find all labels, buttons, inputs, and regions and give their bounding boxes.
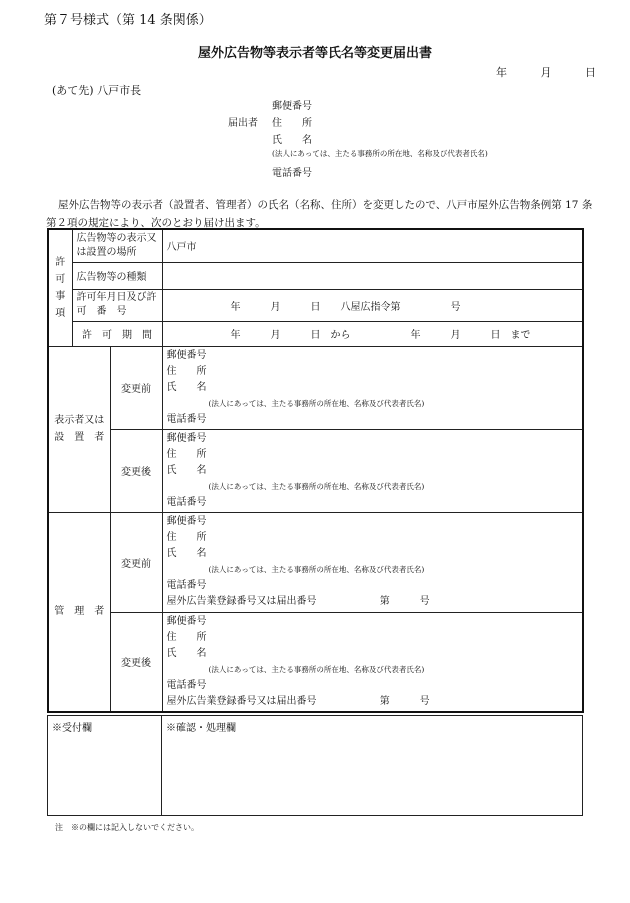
postal-label: 郵便番号	[166, 516, 207, 527]
date-month: 月	[540, 66, 552, 79]
corp-note: (法人にあっては、主たる事務所の所在地、名称及び代表者氏名)	[208, 664, 425, 674]
processing-field: ※確認・処理欄	[162, 716, 583, 816]
name-label: 氏 名	[166, 548, 207, 559]
applicant-postal-label: 郵便番号	[272, 101, 312, 112]
manager-before-field[interactable]	[162, 512, 583, 612]
name-label: 氏 名	[166, 647, 207, 659]
address-label: 住 所	[166, 631, 207, 643]
registration-line	[167, 694, 579, 710]
phone-label: 電話番号	[166, 580, 207, 591]
date-day: 日	[585, 66, 596, 79]
receipt-field: ※受付欄	[48, 716, 162, 816]
reception-table	[47, 715, 583, 816]
name-label: 氏 名	[166, 381, 207, 393]
date-year: 年	[496, 66, 507, 79]
manager-after-label: 変更後	[110, 612, 162, 712]
applicant-phone-label: 電話番号	[272, 168, 312, 179]
permit-date-label: 許可年月日及び許 可 番 号	[72, 289, 162, 321]
registration-label: 屋外広告業登録番号又は届出番号	[166, 695, 317, 707]
phone-label: 電話番号	[166, 413, 207, 425]
displayer-before-field[interactable]	[162, 346, 583, 429]
corp-note: (法人にあっては、主たる事務所の所在地、名称及び代表者氏名)	[208, 398, 425, 408]
postal-label: 郵便番号	[166, 349, 207, 361]
submission-date	[466, 64, 596, 80]
permit-date-field[interactable]: 年 月 日 八屋広指令第 号	[162, 289, 583, 321]
phone-label: 電話番号	[166, 496, 207, 508]
applicant-address-label: 住 所	[272, 118, 312, 129]
permit-section-label: 許 可 事 項	[48, 229, 72, 346]
permit-period-label: 許 可 期 間	[72, 321, 162, 346]
address-label: 住 所	[166, 448, 207, 460]
corp-note: (法人にあっては、主たる事務所の所在地、名称及び代表者氏名)	[208, 481, 425, 491]
name-label: 氏 名	[166, 464, 207, 476]
applicant-name-label: 氏 名	[272, 135, 312, 146]
location-field[interactable]: 八戸市	[162, 229, 583, 262]
displayer-after-field[interactable]	[162, 429, 583, 512]
addressee: (あて先) 八戸市長	[52, 84, 142, 97]
ad-type-field[interactable]	[162, 262, 583, 289]
registration-number: 第 号	[379, 695, 430, 707]
applicant-notifier-label: 届出者	[228, 118, 258, 129]
footnote: 注 ※の欄には記入しないでください。	[55, 823, 199, 832]
registration-line	[167, 594, 579, 610]
address-label: 住 所	[166, 365, 207, 377]
main-form-table	[47, 228, 584, 713]
displayer-section-label: 表示者又は 設 置 者	[48, 346, 110, 512]
corp-note: (法人にあっては、主たる事務所の所在地、名称及び代表者氏名)	[208, 565, 425, 574]
displayer-before-label: 変更前	[110, 346, 162, 429]
registration-number: 第 号	[379, 596, 430, 607]
ad-type-label: 広告物等の種類	[72, 262, 162, 289]
form-number: 第７号様式（第 14 条関係）	[44, 13, 212, 28]
address-label: 住 所	[166, 532, 207, 543]
manager-before-label: 変更前	[110, 512, 162, 612]
displayer-after-label: 変更後	[110, 429, 162, 512]
manager-after-field[interactable]	[162, 612, 583, 712]
location-label: 広告物等の表示又は設置の場所	[72, 229, 162, 262]
manager-section-label: 管 理 者	[48, 512, 110, 712]
phone-label: 電話番号	[166, 679, 207, 691]
document-title: 屋外広告物等表示者等氏名等変更届出書	[197, 46, 432, 61]
declaration-text: 屋外広告物等の表示者（設置者、管理者）の氏名（名称、住所）を変更したので、八戸市屋外広告物条例第 17 条第２項の規定により、次のとおり届け出ます。	[46, 199, 593, 229]
registration-label: 屋外広告業登録番号又は届出番号	[166, 596, 317, 607]
permit-period-field[interactable]: 年 月 日 から 年 月 日 まで	[162, 321, 583, 346]
postal-label: 郵便番号	[166, 432, 207, 444]
postal-label: 郵便番号	[166, 615, 207, 627]
applicant-corp-note: (法人にあっては、主たる事務所の所在地、名称及び代表者氏名)	[272, 149, 488, 158]
